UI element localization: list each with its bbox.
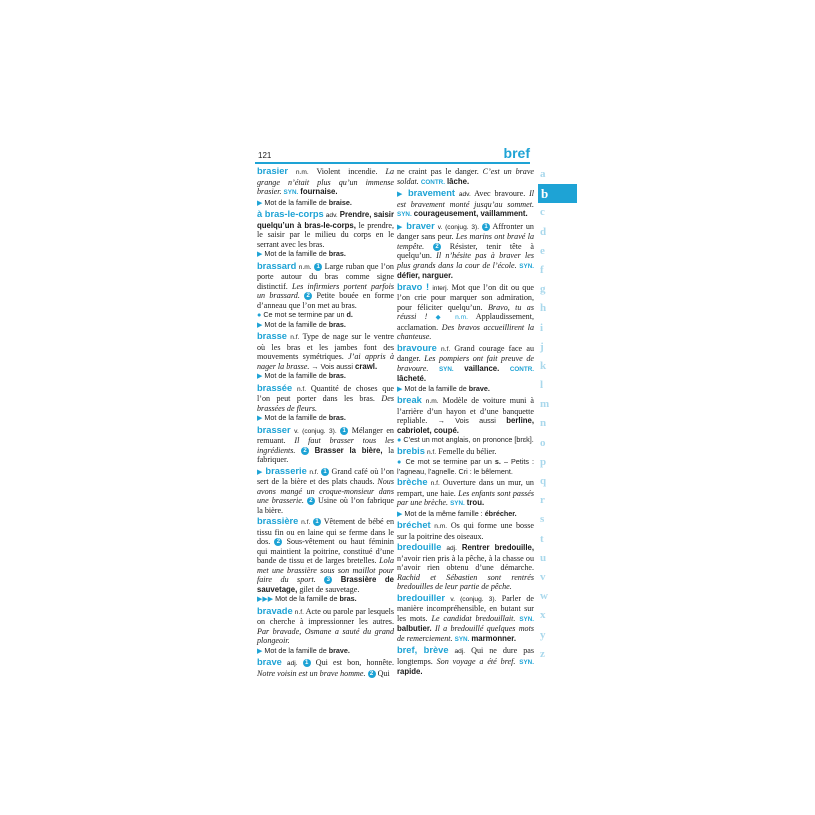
entry: ▶ bravement adv. Avec bravoure. Il est bravement monté jusqu’au sommet. SYN. courageusement, vaillamment. (397, 188, 535, 218)
alphabet-letter-j: j (540, 340, 544, 353)
bullet-icon: ● (397, 435, 402, 444)
entry: brassière n.f. 1 Vêtement de bébé en tissu fin ou en laine qui se ferme dans le dos. 2 Sous-vêtement ou haut féminin qui maintient la poitrine, constitué d’une bande de tissu et de larges bretelles. Lola met une brassière sous son maillot pour faire du sport. 3 Brassière de sauvetage, gilet de sauvetage. ▶▶▶ Mot de la famille de bras. (257, 516, 395, 603)
alphabet-letter-g: g (540, 283, 546, 296)
triangle-icon: ▶ (257, 415, 263, 422)
triangle-icon: ▶ (257, 321, 263, 329)
entry: bref, brève adj. Qui ne dure pas longtemps. Son voyage a été bref. SYN. rapide. (397, 645, 534, 676)
entry: brassard n.m. 1 Large ruban que l’on porte autour du bras comme signe distinctif. Les infirmiers portent parfois un brassard. 2 Petite bouée en forme d’anneau que l’on met au bras. ● Ce mot se termine par un d. ▶ Mot de la famille de bras. (257, 260, 394, 329)
alphabet-letter-a: a (540, 168, 546, 180)
family-note: ▶ Mot de la famille de braise. (257, 197, 352, 207)
entry: bredouille adj. Rentrer bredouille, n’avoir rien pris à la pêche, à la chasse ou n’avoir rien obtenu d’une démarche. Rachid et Sébastien sont rentrés bredouilles de leur partie de pêche. (397, 542, 534, 591)
alphabet-letter-c: c (540, 206, 545, 219)
entry: bravade n.f. Acte ou parole par lesquels on cherche à impressionner les autres. Par bravade, Osmane a sauté du grand plongeoir. ▶ Mot de la famille de brave. (257, 605, 394, 655)
alphabet-letter-r: r (540, 494, 545, 507)
alphabet-letter-k: k (540, 359, 547, 372)
dictionary-page (255, 145, 560, 678)
alphabet-letter-s: s (540, 513, 545, 526)
header-rule (255, 162, 530, 164)
alphabet-index (538, 165, 578, 664)
entry: à bras-le-corps adv. Prendre, saisir quelqu’un à bras-le-corps, le prendre, le saisir par le milieu du corps en le serrant avec les bras. ▶ Mot de la famille de bras. (257, 209, 394, 258)
entry: brave adj. 1 Qui est bon, honnête. Notre voisin est un brave homme. 2 Qui (257, 657, 395, 678)
alphabet-letter-d: d (540, 225, 547, 238)
entry: brebis n.f. Femelle du bélier. ● Ce mot se termine par un s. – Petits : l’agneau, l’agnelle. Cri : le bêlement. (397, 445, 535, 476)
triangle-icon: ▶ (257, 373, 263, 380)
entry: ▶ brasserie n.f. 1 Grand café où l’on sert de la bière et des plats chauds. Nous avons mangé un croque-monsieur dans une brasserie. 2 Usine où l’on fabrique la bière. (257, 465, 394, 515)
triangle-icon: ▶ (257, 647, 263, 655)
column-right (397, 167, 534, 679)
alphabet-letter-y: y (540, 628, 546, 641)
triangle-icon: ▶▶▶ (257, 596, 274, 603)
entry: brasse n.f. Type de nage sur le ventre où les bras et les jambes font des mouvements symétriques. J’ai appris à nager la brasse. → Vois aussi crawl. ▶ Mot de la famille de bras. (257, 331, 394, 380)
triangle-icon: ▶ (397, 385, 403, 393)
triangle-icon: ▶ (397, 190, 405, 198)
alphabet-letter-e: e (540, 244, 545, 257)
alphabet-letter-p: p (540, 455, 547, 468)
entry: brasser v. (conjug. 3). 1 Mélanger en remuant. Il faut brasser tous les ingrédients. 2 Brasser la bière, la fabriquer. (257, 424, 394, 464)
triangle-icon: ▶ (397, 510, 403, 518)
alphabet-letter-q: q (540, 475, 547, 487)
headword: brasier (257, 166, 289, 176)
column-left (257, 167, 394, 680)
alphabet-letter-i: i (540, 321, 544, 334)
triangle-icon: ▶ (257, 199, 263, 207)
entry: brèche n.f. Ouverture dans un mur, un rempart, une haie. Les enfants sont passés par une brèche. SYN. trou. ▶ Mot de la même famille : ébrécher. (397, 477, 534, 518)
entry: ne craint pas le danger. C’est un brave soldat. CONTR. lâche. (397, 167, 535, 186)
alphabet-letter-o: o (540, 436, 546, 449)
alphabet-letter-n: n (540, 417, 547, 430)
alphabet-letter-m: m (540, 398, 550, 411)
entry: bréchet n.m. Os qui forme une bosse sur la poitrine des oiseaux. (397, 520, 534, 541)
entry: ▶ braver v. (conjug. 3). 1 Affronter un danger sans peur. Les marins ont bravé la tempête. 2 Résister, tenir tête à quelqu’un. Il n’hésite pas à braver les plus grands dans la cour de l’école. SYN. défier, narguer. (397, 220, 535, 280)
alphabet-letter-l: l (540, 379, 544, 392)
entry: bredouiller v. (conjug. 3). Parler de manière incompréhensible, en butant sur les mots. Le candidat bredouillait. SYN. balbutier. Il a bredouillé quelques mots de remerciement. SYN. marmonner. (397, 592, 535, 643)
entry: bravo ! interj. Mot que l’on dit ou que l’on crie pour marquer son admiration, pour féliciter quelqu’un. Bravo, tu as réussi ! ◆ n.m. Applaudissement, acclamation. Des bravos accueillirent la chanteuse. (397, 281, 535, 341)
bullet-icon: ● (397, 457, 403, 466)
entry: bravoure n.f. Grand courage face au danger. Les pompiers ont fait preuve de bravoure. SYN. vaillance. CONTR. lâcheté. ▶ Mot de la famille de brave. (397, 342, 534, 393)
entry: break n.m. Modèle de voiture muni à l’arrière d’un hayon et d’une banquette repliable. → Vois aussi berline, cabriolet, coupé. ● C’est un mot anglais, on prononce [brɛk]. (397, 395, 534, 444)
alphabet-letter-z: z (540, 647, 545, 660)
alphabet-letter-u: u (540, 551, 547, 564)
triangle-icon: ▶ (257, 467, 263, 476)
page-number: 121 (258, 151, 272, 160)
alphabet-letter-b: b (538, 184, 577, 203)
alphabet-letter-x: x (540, 609, 546, 622)
running-head: bref (503, 145, 530, 161)
entry: brassée n.f. Quantité de choses que l’on peut porter dans les bras. Des brassées de fleurs. ▶ Mot de la famille de bras. (257, 382, 394, 422)
alphabet-letter-w: w (540, 590, 548, 603)
alphabet-letter-h: h (540, 302, 547, 315)
triangle-icon: ▶ (257, 251, 263, 258)
entry: brasier n.m. Violent incendie. La grange n’était plus qu’un immense brasier. SYN. fournaise. ▶ Mot de la famille de braise. (257, 166, 394, 207)
alphabet-letter-f: f (540, 263, 544, 276)
bullet-icon: ● (257, 310, 262, 319)
triangle-icon: ▶ (397, 222, 404, 231)
alphabet-letter-v: v (540, 570, 546, 583)
alphabet-letter-t: t (540, 532, 544, 545)
